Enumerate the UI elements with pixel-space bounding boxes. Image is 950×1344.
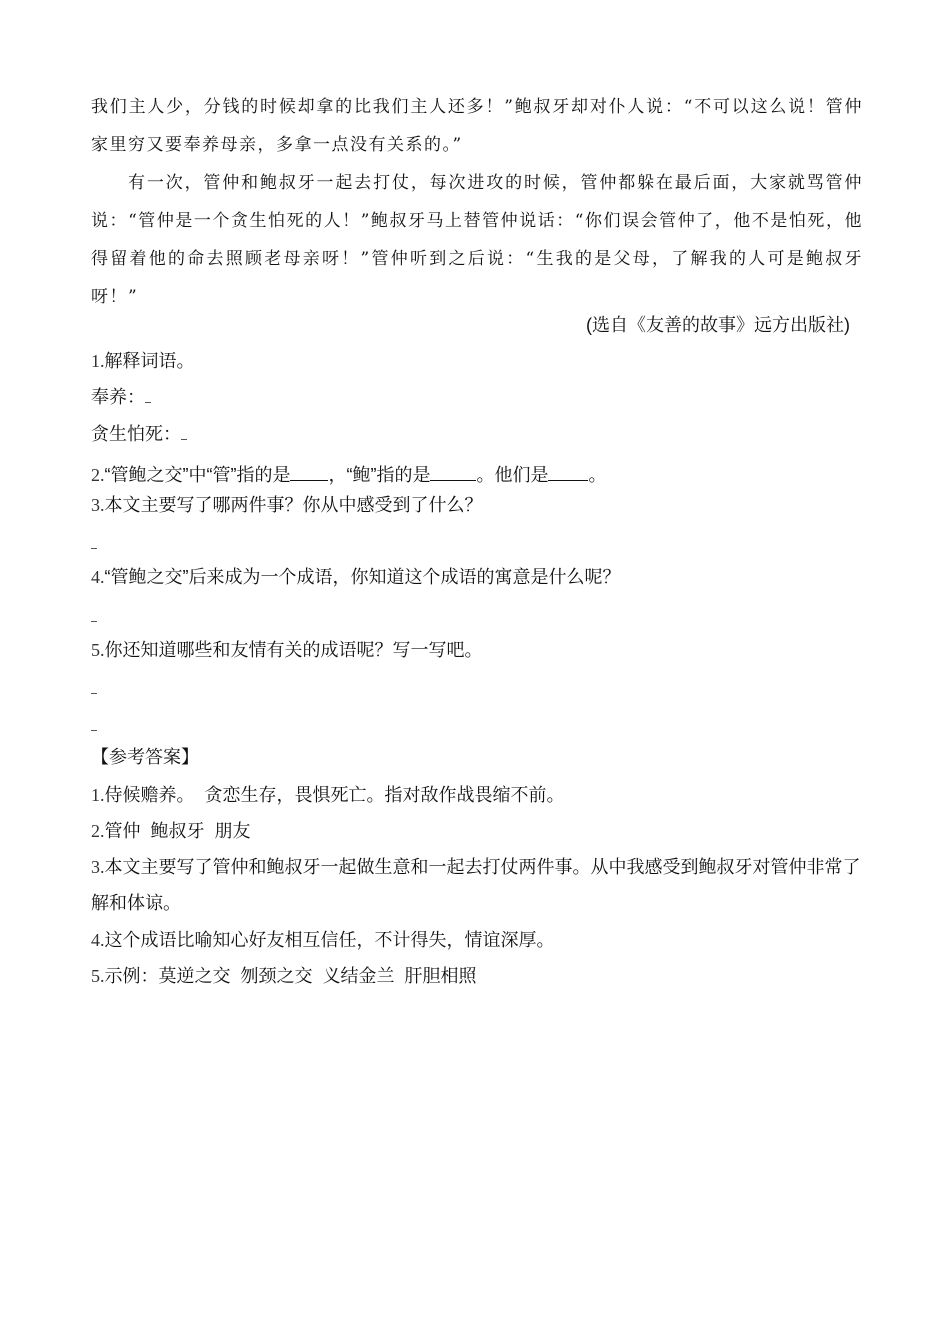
answer-text: 管仲 鲍叔牙 朋友 (104, 821, 251, 841)
question-1a (91, 382, 866, 412)
question-5 (91, 635, 866, 665)
answer-text: 本文主要写了管仲和鲍叔牙一起做生意和一起去打仗两件事。从中我感受到鲍叔牙对管仲非常了解和体谅。 (91, 857, 861, 913)
answer-number: 4. (91, 930, 105, 950)
passage-paragraph: 有一次，管仲和鲍叔牙一起去打仗，每次进攻的时候，管仲都躲在最后面，大家就骂管仲说：“管仲是一个贪生怕死的人！”鲍叔牙马上替管仲说话：“你们误会管仲了，他不是怕死，他得留着他的命去照顾老母亲呀！”管仲听到之后说：“生我的是父母，了解我的人可是鲍叔牙呀！” (91, 173, 863, 307)
term-label: 贪生怕死： (91, 424, 181, 444)
question-3 (91, 490, 866, 520)
source-citation: (选自《友善的故事》远方出版社) (586, 315, 850, 335)
answer-line[interactable] (91, 621, 97, 622)
question-number: 3. (91, 495, 105, 515)
answers-heading: 【参考答案】 (91, 747, 199, 767)
question-number: 1. (91, 351, 105, 371)
answer-blank[interactable] (548, 462, 588, 481)
answer-number: 3. (91, 857, 105, 877)
question-text: 本文主要写了哪两件事？你从中感受到了什么？ (104, 495, 483, 515)
question-text: “管鲍之交”中“管”指的是 (104, 465, 291, 485)
question-text: 。他们是 (476, 465, 549, 485)
answer-text: 示例：莫逆之交 刎颈之交 义结金兰 肝胆相照 (104, 966, 477, 986)
answer-blank[interactable] (290, 462, 328, 481)
answer-4 (91, 925, 866, 955)
answer-number: 5. (91, 966, 105, 986)
question-text: 解释词语。 (104, 351, 195, 371)
answer-line[interactable] (91, 730, 97, 731)
answer-3 (91, 849, 866, 921)
question-1 (91, 346, 866, 376)
answer-5 (91, 961, 866, 991)
question-number: 2. (91, 465, 105, 485)
question-text: 。 (588, 465, 607, 485)
answer-2 (91, 816, 866, 846)
answer-1 (91, 780, 866, 810)
question-number: 5. (91, 640, 105, 660)
answer-text: 侍候赡养。 贪恋生存，畏惧死亡。指对敌作战畏缩不前。 (104, 785, 565, 805)
answer-line[interactable] (91, 693, 97, 694)
question-4 (91, 562, 866, 592)
answer-text: 这个成语比喻知心好友相互信任，不计得失，情谊深厚。 (104, 930, 555, 950)
term-label: 奉养： (91, 387, 145, 407)
answer-blank[interactable] (430, 462, 476, 481)
question-number: 4. (91, 567, 105, 587)
answer-blank[interactable] (181, 425, 187, 440)
answer-line[interactable] (91, 548, 97, 549)
question-1b (91, 419, 866, 449)
question-text: 你还知道哪些和友情有关的成语呢？写一写吧。 (104, 640, 483, 660)
answer-number: 1. (91, 785, 105, 805)
question-2 (91, 460, 866, 490)
question-text: “管鲍之交”后来成为一个成语，你知道这个成语的寓意是什么呢？ (104, 567, 621, 587)
passage-paragraph: 我们主人少，分钱的时候却拿的比我们主人还多！”鲍叔牙却对仆人说：“不可以这么说！管仲家里穷又要奉养母亲，多拿一点没有关系的。” (91, 97, 863, 155)
story-passage (91, 88, 863, 316)
question-text: ，“鲍”指的是 (328, 465, 431, 485)
answer-blank[interactable] (145, 388, 151, 403)
answer-number: 2. (91, 821, 105, 841)
